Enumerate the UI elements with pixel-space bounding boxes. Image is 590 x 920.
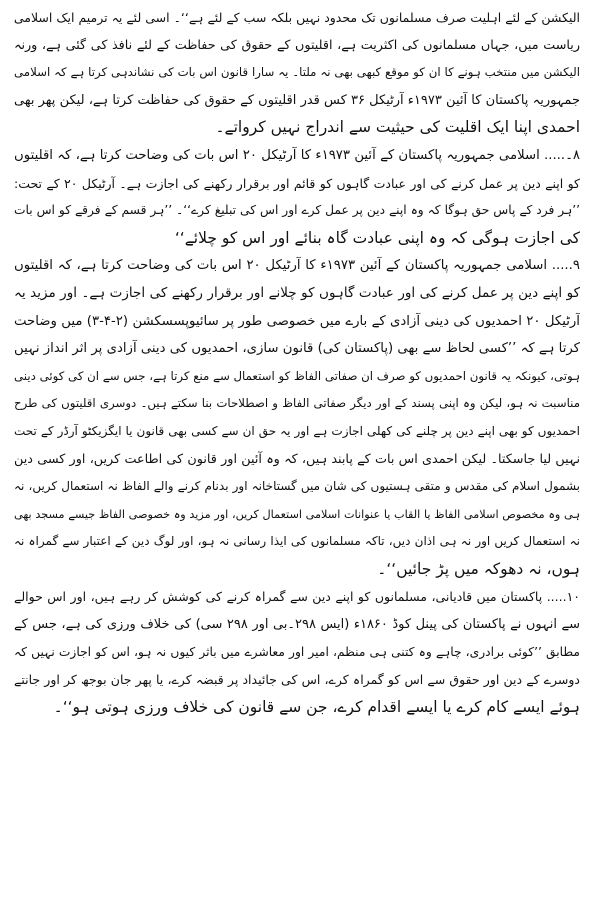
- text-line-25: دوسرے کے دین اور حقوق سے اس کو گمراہ کرے، اس کی جائیداد پر قبضہ کرے، یا پھر جان بوجھ کر اور جانتے: [14, 672, 580, 688]
- text-line-17: نہیں لیا جاسکتا۔ لیکن احمدی اس بات کے پابند ہیں، کہ وہ آئین اور قانون کی اطاعت کریں، اور کسی دین: [14, 451, 580, 467]
- text-line-11: کو اپنے دین پر عمل کرنے کی اور عبادت گاہوں کو چلانے اور برقرار رکھنے کی اجازت ہے۔ اور مزید یہ: [14, 284, 580, 301]
- text-line-3: الیکشن میں منتخب ہونے کا ان کو موقع کبھی بھی نہ ملتا۔ یہ سارا قانون اس بات کی نشاندہی کرتا ہے کہ اسلامی: [14, 65, 580, 80]
- text-line-4: جمہوریہ پاکستان کا آئین ۱۹۷۳ء آرٹیکل ۳۶ کس قدر اقلیتوں کے حقوق کی حفاظت کرتا ہے، لیکن پھر بھی: [14, 92, 580, 108]
- text-line-2: ریاست میں، جہاں مسلمانوں کی اکثریت ہے، اقلیتوں کے حقوق کی حفاظت کے لئے نافذ کی گئی ہے، ورنہ: [14, 37, 580, 53]
- text-line-9: کی اجازت ہوگی کہ وہ اپنی عبادت گاہ بنائے اور اس کو چلائے‘‘: [174, 228, 580, 247]
- text-line-26: ہوئے ایسے کام کرے یا ایسے اقدام کرے، جن سے قانون کی خلاف ورزی ہوتی ہو‘‘۔: [53, 697, 580, 716]
- text-line-12: آرٹیکل ۲۰ احمدیوں کی دینی آزادی کے بارے میں خصوصی طور پر سائیوپسسکشن (۲-۴-۳) میں وضاحت: [14, 313, 580, 329]
- document-page: [14, 4, 580, 916]
- text-line-1: الیکشن کے لئے اہلیت صرف مسلمانوں تک محدود نہیں بلکہ سب کے لئے ہے‘‘۔ اسی لئے یہ ترمیم ایک اسلامی: [14, 10, 580, 25]
- text-line-13: کرتا ہے کہ ’’کسی لحاظ سے بھی (پاکستان کی) قانون سازی، احمدیوں کی دینی آزادی پر اثر انداز نہیں: [14, 341, 580, 357]
- text-line-14: ہوتی، کیونکہ یہ قانون احمدیوں کو صرف ان صفاتی الفاظ کو استعمال سے منع کرتا ہے، جس سے ان کی کوئی دینی: [14, 368, 580, 383]
- text-line-20: نہ استعمال کریں اور نہ ہی اذان دیں، تاکہ مسلمانوں کی ایذا رسانی نہ ہو، اور لوگ دین کے اعتبار سے گمراہ نہ: [14, 534, 580, 549]
- text-line-24: مطابق ’’کوئی برادری، چاہے وہ کتنی ہی منظم، امیر اور معاشرے میں باثر کیوں نہ ہو، اس کو اجازت نہیں کہ: [14, 644, 580, 659]
- paragraph-8-first-line: ۸۔..... اسلامی جمہوریہ پاکستان کے آئین ۱۹۷۳ء کا آرٹیکل ۲۰ اس بات کی وضاحت کرتا ہے، کہ اقلیتوں: [14, 147, 580, 163]
- text-line-15: مناسبت نہ ہو، لیکن وہ اپنی پسند کے اور دیگر صفاتی الفاظ و اصطلاحات بنا سکتے ہیں۔ دوسری اقلیتوں کی طرح: [14, 396, 580, 411]
- text-line-5: احمدی اپنا ایک اقلیت کی حیثیت سے اندراج نہیں کرواتے۔: [215, 118, 580, 137]
- text-line-7: کو اپنے دین پر عمل کرنے کی اور عبادت گاہوں کو قائم اور برقرار رکھنے کی اجازت ہے۔ آرٹیکل ۲۰ کے تحت:: [14, 175, 580, 191]
- text-line-23: سے انہوں نے پاکستان کی پینل کوڈ ۱۸۶۰ء (ایس ۲۹۸۔بی اور ۲۹۸ سی) کی خلاف ورزی کی ہے، جس کے: [14, 617, 580, 633]
- text-line-18: بشمول اسلام کی مقدس و متقی ہستیوں کی شان میں گستاخانہ اور بدنام کرنے والے الفاظ نہ استعمال کریں، نہ: [14, 479, 580, 494]
- text-line-8: ’’ہر فرد کے پاس حق ہوگا کہ وہ اپنے دین پر عمل کرے اور اس کی تبلیغ کرے‘‘۔ ’’ہر قسم کے فرقے کو اس بات: [14, 203, 580, 218]
- paragraph-9-first-line: ۹..... اسلامی جمہوریہ پاکستان کے آئین ۱۹۷۳ء کا آرٹیکل ۲۰ اس بات کی وضاحت کرتا ہے، کہ اقلیتوں: [14, 258, 580, 274]
- text-line-16: احمدیوں کو بھی اپنے دین پر چلنے کی کھلی اجازت ہے اور یہ حق ان سے کسی بھی قانون یا ایگزیکٹو آرڈر کے تحت: [14, 423, 580, 438]
- paragraph-10-first-line: ۱۰..... پاکستان میں قادیانی، مسلمانوں کو اپنے دین سے گمراہ کرنے کی کوشش کر رہے ہیں، اور اس حوالے: [14, 589, 580, 605]
- text-line-19: ہی وہ مخصوص اسلامی الفاظ یا القاب یا عنوانات اسلامی استعمال کریں، اور مزید وہ خصوصی الفاظ جیسے مسجد بھی: [14, 507, 580, 521]
- text-line-21: ہوں، نہ دھوکہ میں پڑ جائیں‘‘۔: [377, 559, 580, 578]
